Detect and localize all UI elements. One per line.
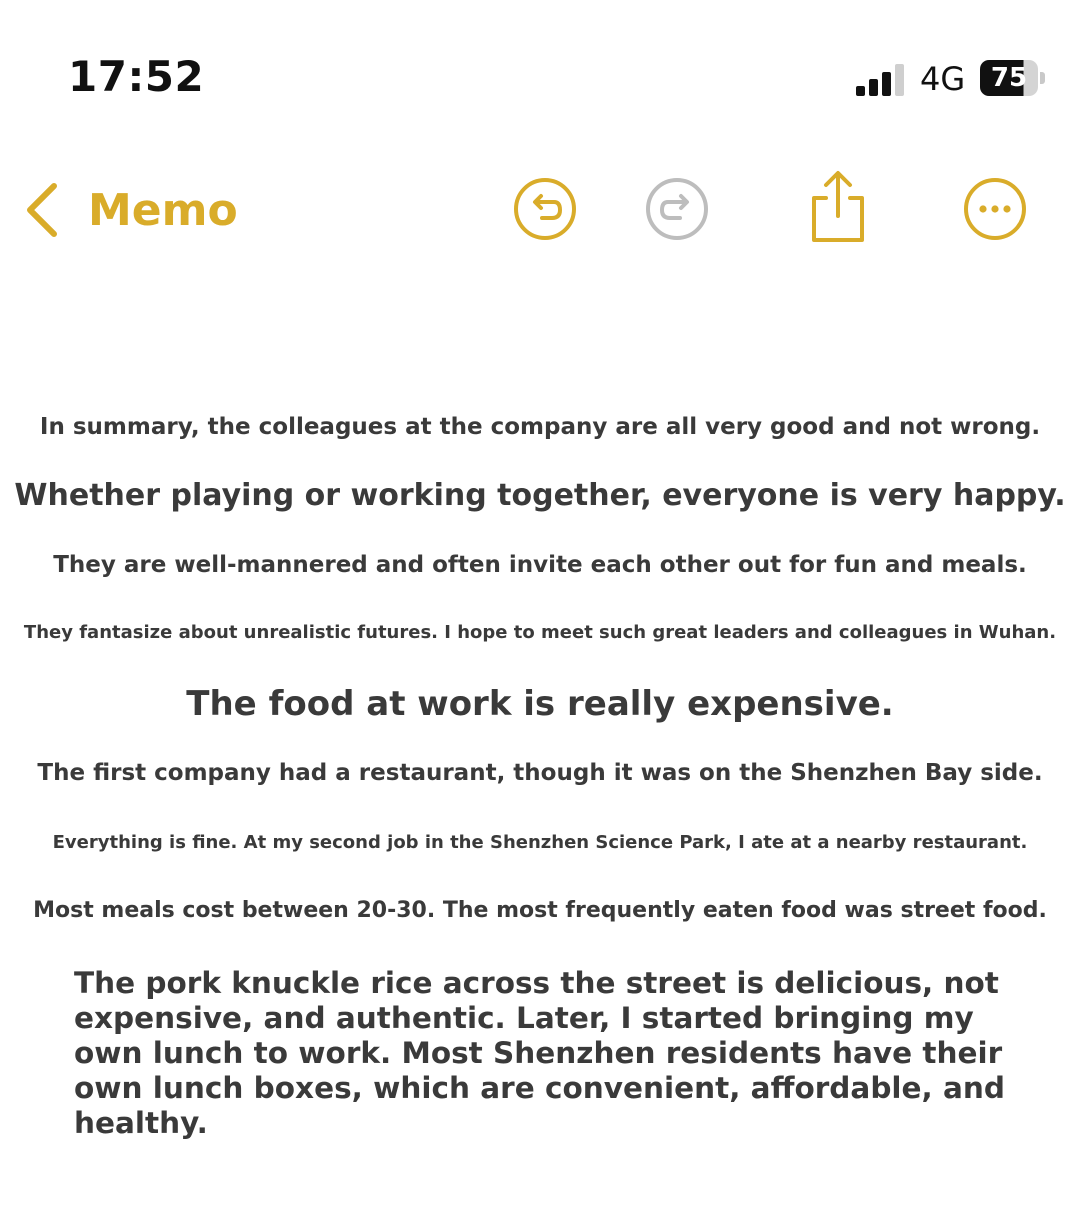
back-label: Memo <box>88 184 238 236</box>
network-type: 4G <box>920 60 966 98</box>
note-line: They are well-mannered and often invite each other out for fun and meals. <box>53 552 1027 578</box>
note-line: They fantasize about unrealistic futures. I hope to meet such great leaders and colleagues in Wuhan. <box>23 622 1057 643</box>
note-line: Everything is fine. At my second job in the Shenzhen Science Park, I ate at a nearby restaurant. <box>52 832 1028 853</box>
status-bar <box>0 0 1080 140</box>
share-icon[interactable] <box>806 168 870 246</box>
note-line: In summary, the colleagues at the company are all very good and not wrong. <box>39 414 1041 440</box>
battery-icon <box>980 60 1046 96</box>
cellular-signal-icon <box>856 64 908 96</box>
back-button[interactable] <box>22 174 238 246</box>
navigation-bar <box>0 160 1080 260</box>
battery-level: 75 <box>990 63 1028 93</box>
status-time: 17:52 <box>68 52 205 101</box>
note-line: Most meals cost between 20-30. The most frequently eaten food was street food. <box>33 898 1047 923</box>
note-heading-line: The food at work is really expensive. <box>186 684 894 724</box>
note-line: The first company had a restaurant, though it was on the Shenzhen Bay side. <box>37 760 1043 786</box>
note-line: Whether playing or working together, everyone is very happy. <box>14 478 1066 513</box>
ellipsis-circle-icon[interactable] <box>962 176 1028 242</box>
note-paragraph: The pork knuckle rice across the street is delicious, not expensive, and authentic. Later, I started bringing my own lunch to work. Most Shenzhen residents have their own lunch boxes, which are convenient, affordable, and healthy. <box>74 966 1006 1140</box>
chevron-left-icon <box>22 180 62 240</box>
undo-icon[interactable] <box>512 176 578 242</box>
redo-icon[interactable] <box>644 176 710 242</box>
